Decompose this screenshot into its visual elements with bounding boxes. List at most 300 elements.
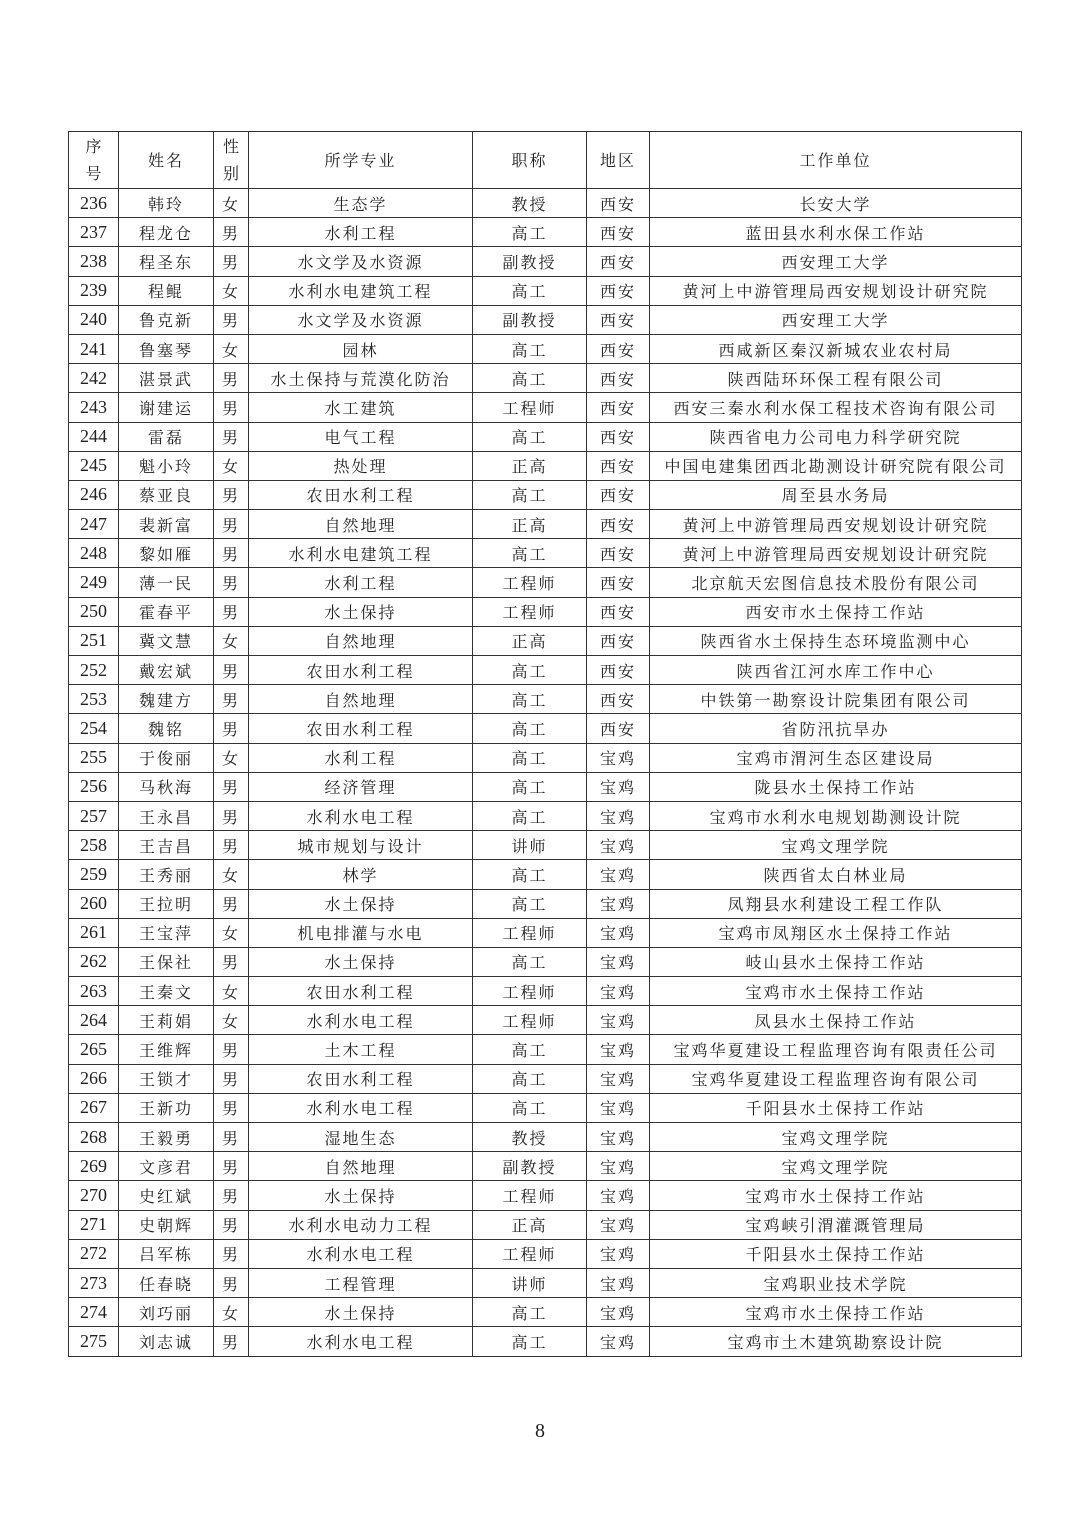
cell-index: 248: [69, 539, 119, 568]
cell-index: 257: [69, 801, 119, 830]
cell-name: 鲁克新: [119, 305, 214, 334]
cell-name: 韩玲: [119, 189, 214, 218]
cell-region: 宝鸡: [587, 801, 650, 830]
cell-title: 高工: [473, 772, 587, 801]
cell-employer: 宝鸡市水利水电规划勘测设计院: [650, 801, 1022, 830]
cell-employer: 蓝田县水利水保工作站: [650, 218, 1022, 247]
cell-region: 西安: [587, 276, 650, 305]
cell-name: 任春晓: [119, 1268, 214, 1297]
cell-name: 刘巧丽: [119, 1298, 214, 1327]
cell-gender: 男: [214, 1064, 249, 1093]
cell-index: 258: [69, 831, 119, 860]
table-row: [69, 947, 1022, 976]
table-row: [69, 247, 1022, 276]
cell-index: 262: [69, 947, 119, 976]
cell-gender: 男: [214, 1181, 249, 1210]
cell-employer: 周至县水务局: [650, 480, 1022, 509]
cell-index: 244: [69, 422, 119, 451]
cell-gender: 男: [214, 305, 249, 334]
cell-gender: 男: [214, 1239, 249, 1268]
table-row: [69, 539, 1022, 568]
cell-gender: 女: [214, 451, 249, 480]
cell-region: 宝鸡: [587, 1064, 650, 1093]
cell-title: 讲师: [473, 831, 587, 860]
cell-region: 宝鸡: [587, 1239, 650, 1268]
table-row: [69, 597, 1022, 626]
cell-gender: 男: [214, 1152, 249, 1181]
cell-employer: 西安理工大学: [650, 305, 1022, 334]
cell-major: 热处理: [249, 451, 473, 480]
cell-name: 王新功: [119, 1093, 214, 1122]
cell-employer: 黄河上中游管理局西安规划设计研究院: [650, 276, 1022, 305]
cell-region: 西安: [587, 656, 650, 685]
cell-major: 湿地生态: [249, 1123, 473, 1152]
cell-employer: 北京航天宏图信息技术股份有限公司: [650, 568, 1022, 597]
cell-title: 工程师: [473, 568, 587, 597]
table-row: [69, 1123, 1022, 1152]
cell-gender: 男: [214, 685, 249, 714]
cell-name: 王宝萍: [119, 918, 214, 947]
cell-employer: 宝鸡华夏建设工程监理咨询有限公司: [650, 1064, 1022, 1093]
cell-gender: 男: [214, 1035, 249, 1064]
cell-name: 鲁塞琴: [119, 334, 214, 363]
cell-index: 256: [69, 772, 119, 801]
cell-employer: 宝鸡市水土保持工作站: [650, 1298, 1022, 1327]
cell-region: 西安: [587, 685, 650, 714]
cell-title: 高工: [473, 1093, 587, 1122]
cell-major: 农田水利工程: [249, 977, 473, 1006]
cell-major: 水工建筑: [249, 393, 473, 422]
header-major: 所学专业: [249, 132, 473, 189]
cell-employer: 宝鸡市凤翔区水土保持工作站: [650, 918, 1022, 947]
cell-major: 水利水电建筑工程: [249, 539, 473, 568]
cell-region: 宝鸡: [587, 1006, 650, 1035]
table-row: [69, 1181, 1022, 1210]
cell-index: 267: [69, 1093, 119, 1122]
cell-gender: 男: [214, 539, 249, 568]
cell-title: 高工: [473, 656, 587, 685]
cell-index: 266: [69, 1064, 119, 1093]
cell-index: 237: [69, 218, 119, 247]
cell-gender: 男: [214, 656, 249, 685]
cell-gender: 男: [214, 1123, 249, 1152]
cell-gender: 男: [214, 772, 249, 801]
cell-region: 西安: [587, 247, 650, 276]
cell-employer: 宝鸡文理学院: [650, 1123, 1022, 1152]
cell-gender: 男: [214, 831, 249, 860]
cell-gender: 女: [214, 334, 249, 363]
cell-employer: 黄河上中游管理局西安规划设计研究院: [650, 539, 1022, 568]
cell-name: 魁小玲: [119, 451, 214, 480]
cell-gender: 男: [214, 364, 249, 393]
cell-title: 副教授: [473, 247, 587, 276]
cell-index: 264: [69, 1006, 119, 1035]
cell-major: 水土保持: [249, 1181, 473, 1210]
cell-employer: 千阳县水土保持工作站: [650, 1093, 1022, 1122]
cell-region: 宝鸡: [587, 1268, 650, 1297]
cell-title: 正高: [473, 451, 587, 480]
cell-major: 林学: [249, 860, 473, 889]
cell-title: 高工: [473, 801, 587, 830]
cell-index: 261: [69, 918, 119, 947]
cell-index: 238: [69, 247, 119, 276]
cell-region: 西安: [587, 597, 650, 626]
cell-gender: 男: [214, 1093, 249, 1122]
table-row: [69, 626, 1022, 655]
cell-region: 宝鸡: [587, 947, 650, 976]
table-row: [69, 714, 1022, 743]
cell-region: 宝鸡: [587, 743, 650, 772]
header-gender-line2: 别: [223, 164, 242, 183]
table-row: [69, 422, 1022, 451]
cell-name: 史朝辉: [119, 1210, 214, 1239]
cell-employer: 岐山县水土保持工作站: [650, 947, 1022, 976]
cell-name: 程龙仓: [119, 218, 214, 247]
cell-major: 自然地理: [249, 510, 473, 539]
cell-title: 高工: [473, 276, 587, 305]
table-row: [69, 276, 1022, 305]
cell-title: 工程师: [473, 597, 587, 626]
cell-name: 谢建运: [119, 393, 214, 422]
cell-name: 戴宏斌: [119, 656, 214, 685]
cell-index: 247: [69, 510, 119, 539]
cell-region: 宝鸡: [587, 1035, 650, 1064]
cell-major: 园林: [249, 334, 473, 363]
cell-index: 241: [69, 334, 119, 363]
header-title: 职称: [473, 132, 587, 189]
cell-gender: 男: [214, 947, 249, 976]
cell-title: 高工: [473, 714, 587, 743]
cell-name: 于俊丽: [119, 743, 214, 772]
cell-name: 魏铭: [119, 714, 214, 743]
cell-employer: 宝鸡市水土保持工作站: [650, 977, 1022, 1006]
cell-gender: 男: [214, 510, 249, 539]
cell-title: 高工: [473, 1035, 587, 1064]
cell-employer: 中铁第一勘察设计院集团有限公司: [650, 685, 1022, 714]
header-index: [69, 132, 119, 189]
cell-employer: 宝鸡市土木建筑勘察设计院: [650, 1327, 1022, 1356]
cell-name: 魏建方: [119, 685, 214, 714]
cell-gender: 女: [214, 743, 249, 772]
cell-employer: 西安三秦水利水保工程技术咨询有限公司: [650, 393, 1022, 422]
cell-region: 西安: [587, 539, 650, 568]
cell-name: 王保社: [119, 947, 214, 976]
cell-title: 高工: [473, 1064, 587, 1093]
header-employer: 工作单位: [650, 132, 1022, 189]
table-row: [69, 1268, 1022, 1297]
table-row: [69, 860, 1022, 889]
cell-employer: 宝鸡市水土保持工作站: [650, 1181, 1022, 1210]
cell-name: 蔡亚良: [119, 480, 214, 509]
cell-major: 水利水电工程: [249, 1006, 473, 1035]
cell-region: 宝鸡: [587, 860, 650, 889]
cell-title: 高工: [473, 364, 587, 393]
table-body: [69, 189, 1022, 1357]
cell-employer: 凤县水土保持工作站: [650, 1006, 1022, 1035]
cell-title: 高工: [473, 480, 587, 509]
cell-name: 薄一民: [119, 568, 214, 597]
cell-index: 242: [69, 364, 119, 393]
cell-title: 高工: [473, 539, 587, 568]
cell-employer: 宝鸡华夏建设工程监理咨询有限责任公司: [650, 1035, 1022, 1064]
cell-name: 霍春平: [119, 597, 214, 626]
cell-gender: 男: [214, 218, 249, 247]
table-row: [69, 1093, 1022, 1122]
cell-index: 255: [69, 743, 119, 772]
cell-name: 王维辉: [119, 1035, 214, 1064]
cell-title: 高工: [473, 334, 587, 363]
cell-employer: 长安大学: [650, 189, 1022, 218]
cell-region: 宝鸡: [587, 1152, 650, 1181]
cell-major: 生态学: [249, 189, 473, 218]
cell-employer: 宝鸡峡引渭灌溉管理局: [650, 1210, 1022, 1239]
cell-employer: 中国电建集团西北勘测设计研究院有限公司: [650, 451, 1022, 480]
personnel-table: [68, 131, 1022, 1357]
cell-index: 245: [69, 451, 119, 480]
cell-major: 农田水利工程: [249, 480, 473, 509]
cell-index: 254: [69, 714, 119, 743]
header-name: 姓名: [119, 132, 214, 189]
cell-region: 西安: [587, 364, 650, 393]
cell-index: 246: [69, 480, 119, 509]
cell-name: 程圣东: [119, 247, 214, 276]
table-row: [69, 831, 1022, 860]
cell-region: 宝鸡: [587, 918, 650, 947]
cell-gender: 男: [214, 1268, 249, 1297]
cell-gender: 男: [214, 801, 249, 830]
cell-major: 电气工程: [249, 422, 473, 451]
cell-title: 讲师: [473, 1268, 587, 1297]
cell-region: 西安: [587, 393, 650, 422]
cell-index: 268: [69, 1123, 119, 1152]
cell-region: 宝鸡: [587, 1093, 650, 1122]
cell-title: 高工: [473, 1298, 587, 1327]
cell-gender: 男: [214, 1210, 249, 1239]
cell-region: 宝鸡: [587, 831, 650, 860]
cell-gender: 女: [214, 977, 249, 1006]
cell-index: 274: [69, 1298, 119, 1327]
header-gender: [214, 132, 249, 189]
cell-gender: 男: [214, 714, 249, 743]
table-row: [69, 1210, 1022, 1239]
cell-employer: 宝鸡市渭河生态区建设局: [650, 743, 1022, 772]
cell-index: 251: [69, 626, 119, 655]
cell-index: 253: [69, 685, 119, 714]
cell-major: 城市规划与设计: [249, 831, 473, 860]
cell-name: 黎如雁: [119, 539, 214, 568]
cell-title: 工程师: [473, 977, 587, 1006]
table-row: [69, 1006, 1022, 1035]
cell-name: 湛景武: [119, 364, 214, 393]
cell-major: 水文学及水资源: [249, 247, 473, 276]
cell-gender: 女: [214, 626, 249, 655]
table-row: [69, 305, 1022, 334]
cell-gender: 男: [214, 393, 249, 422]
cell-gender: 男: [214, 247, 249, 276]
cell-major: 水利工程: [249, 218, 473, 247]
cell-gender: 男: [214, 1327, 249, 1356]
cell-gender: 男: [214, 889, 249, 918]
table-row: [69, 685, 1022, 714]
cell-title: 高工: [473, 685, 587, 714]
table-row: [69, 1239, 1022, 1268]
cell-employer: 陕西陆环环保工程有限公司: [650, 364, 1022, 393]
cell-gender: 女: [214, 1298, 249, 1327]
cell-gender: 女: [214, 860, 249, 889]
cell-index: 260: [69, 889, 119, 918]
cell-major: 水利水电动力工程: [249, 1210, 473, 1239]
cell-index: 239: [69, 276, 119, 305]
cell-employer: 西咸新区秦汉新城农业农村局: [650, 334, 1022, 363]
cell-major: 农田水利工程: [249, 714, 473, 743]
header-region: 地区: [587, 132, 650, 189]
cell-major: 水土保持与荒漠化防治: [249, 364, 473, 393]
cell-employer: 宝鸡文理学院: [650, 831, 1022, 860]
cell-region: 西安: [587, 334, 650, 363]
cell-title: 教授: [473, 1123, 587, 1152]
cell-region: 西安: [587, 189, 650, 218]
cell-name: 王莉娟: [119, 1006, 214, 1035]
cell-employer: 宝鸡文理学院: [650, 1152, 1022, 1181]
cell-major: 工程管理: [249, 1268, 473, 1297]
cell-major: 水利工程: [249, 568, 473, 597]
cell-region: 西安: [587, 218, 650, 247]
table-row: [69, 568, 1022, 597]
cell-index: 240: [69, 305, 119, 334]
table-row: [69, 189, 1022, 218]
cell-region: 西安: [587, 626, 650, 655]
cell-index: 271: [69, 1210, 119, 1239]
cell-name: 刘志诚: [119, 1327, 214, 1356]
cell-region: 西安: [587, 568, 650, 597]
cell-employer: 陕西省江河水库工作中心: [650, 656, 1022, 685]
cell-gender: 男: [214, 568, 249, 597]
cell-name: 王秦文: [119, 977, 214, 1006]
cell-major: 水利工程: [249, 743, 473, 772]
cell-index: 263: [69, 977, 119, 1006]
cell-region: 宝鸡: [587, 889, 650, 918]
cell-region: 西安: [587, 451, 650, 480]
cell-major: 自然地理: [249, 1152, 473, 1181]
cell-employer: 陕西省水土保持生态环境监测中心: [650, 626, 1022, 655]
cell-name: 马秋海: [119, 772, 214, 801]
cell-major: 农田水利工程: [249, 656, 473, 685]
cell-employer: 陇县水土保持工作站: [650, 772, 1022, 801]
cell-major: 水利水电建筑工程: [249, 276, 473, 305]
table-row: [69, 393, 1022, 422]
cell-title: 工程师: [473, 1181, 587, 1210]
cell-region: 宝鸡: [587, 1327, 650, 1356]
table-row: [69, 510, 1022, 539]
cell-name: 王永昌: [119, 801, 214, 830]
cell-major: 自然地理: [249, 626, 473, 655]
cell-major: 经济管理: [249, 772, 473, 801]
cell-title: 高工: [473, 218, 587, 247]
cell-major: 水利水电工程: [249, 1093, 473, 1122]
cell-employer: 西安理工大学: [650, 247, 1022, 276]
cell-title: 正高: [473, 626, 587, 655]
cell-name: 王秀丽: [119, 860, 214, 889]
cell-index: 273: [69, 1268, 119, 1297]
cell-gender: 女: [214, 1006, 249, 1035]
cell-gender: 女: [214, 276, 249, 305]
cell-employer: 凤翔县水利建设工程工作队: [650, 889, 1022, 918]
table-row: [69, 656, 1022, 685]
cell-index: 243: [69, 393, 119, 422]
cell-index: 270: [69, 1181, 119, 1210]
cell-name: 冀文慧: [119, 626, 214, 655]
cell-region: 宝鸡: [587, 772, 650, 801]
table-row: [69, 1064, 1022, 1093]
cell-region: 西安: [587, 480, 650, 509]
cell-major: 水利水电工程: [249, 1327, 473, 1356]
cell-name: 吕军栋: [119, 1239, 214, 1268]
cell-major: 自然地理: [249, 685, 473, 714]
table-row: [69, 1327, 1022, 1356]
table-row: [69, 1298, 1022, 1327]
table-row: [69, 480, 1022, 509]
table-row: [69, 743, 1022, 772]
cell-major: 农田水利工程: [249, 1064, 473, 1093]
cell-region: 西安: [587, 510, 650, 539]
cell-index: 249: [69, 568, 119, 597]
table-row: [69, 364, 1022, 393]
cell-name: 王毅勇: [119, 1123, 214, 1152]
table-header-row: [69, 132, 1022, 189]
cell-major: 水土保持: [249, 947, 473, 976]
cell-gender: 女: [214, 918, 249, 947]
cell-name: 史红斌: [119, 1181, 214, 1210]
cell-region: 西安: [587, 422, 650, 451]
cell-employer: 千阳县水土保持工作站: [650, 1239, 1022, 1268]
cell-title: 副教授: [473, 1152, 587, 1181]
table-row: [69, 918, 1022, 947]
cell-major: 水利水电工程: [249, 801, 473, 830]
cell-title: 高工: [473, 1327, 587, 1356]
cell-name: 王拉明: [119, 889, 214, 918]
cell-title: 正高: [473, 510, 587, 539]
cell-title: 正高: [473, 1210, 587, 1239]
cell-gender: 女: [214, 189, 249, 218]
cell-name: 裴新富: [119, 510, 214, 539]
cell-name: 文彦君: [119, 1152, 214, 1181]
cell-index: 252: [69, 656, 119, 685]
cell-index: 236: [69, 189, 119, 218]
cell-title: 工程师: [473, 393, 587, 422]
cell-index: 265: [69, 1035, 119, 1064]
table-row: [69, 1035, 1022, 1064]
cell-name: 雷磊: [119, 422, 214, 451]
cell-title: 高工: [473, 860, 587, 889]
header-index-line1: 序: [85, 137, 104, 156]
table-row: [69, 977, 1022, 1006]
cell-title: 高工: [473, 947, 587, 976]
cell-employer: 陕西省电力公司电力科学研究院: [650, 422, 1022, 451]
cell-employer: 省防汛抗旱办: [650, 714, 1022, 743]
cell-employer: 陕西省太白林业局: [650, 860, 1022, 889]
cell-region: 宝鸡: [587, 1298, 650, 1327]
cell-major: 水土保持: [249, 1298, 473, 1327]
cell-title: 教授: [473, 189, 587, 218]
cell-region: 宝鸡: [587, 1181, 650, 1210]
cell-major: 土木工程: [249, 1035, 473, 1064]
header-index-line2: 号: [85, 164, 104, 183]
cell-title: 高工: [473, 422, 587, 451]
cell-index: 259: [69, 860, 119, 889]
cell-major: 水文学及水资源: [249, 305, 473, 334]
cell-major: 水土保持: [249, 597, 473, 626]
cell-major: 水土保持: [249, 889, 473, 918]
